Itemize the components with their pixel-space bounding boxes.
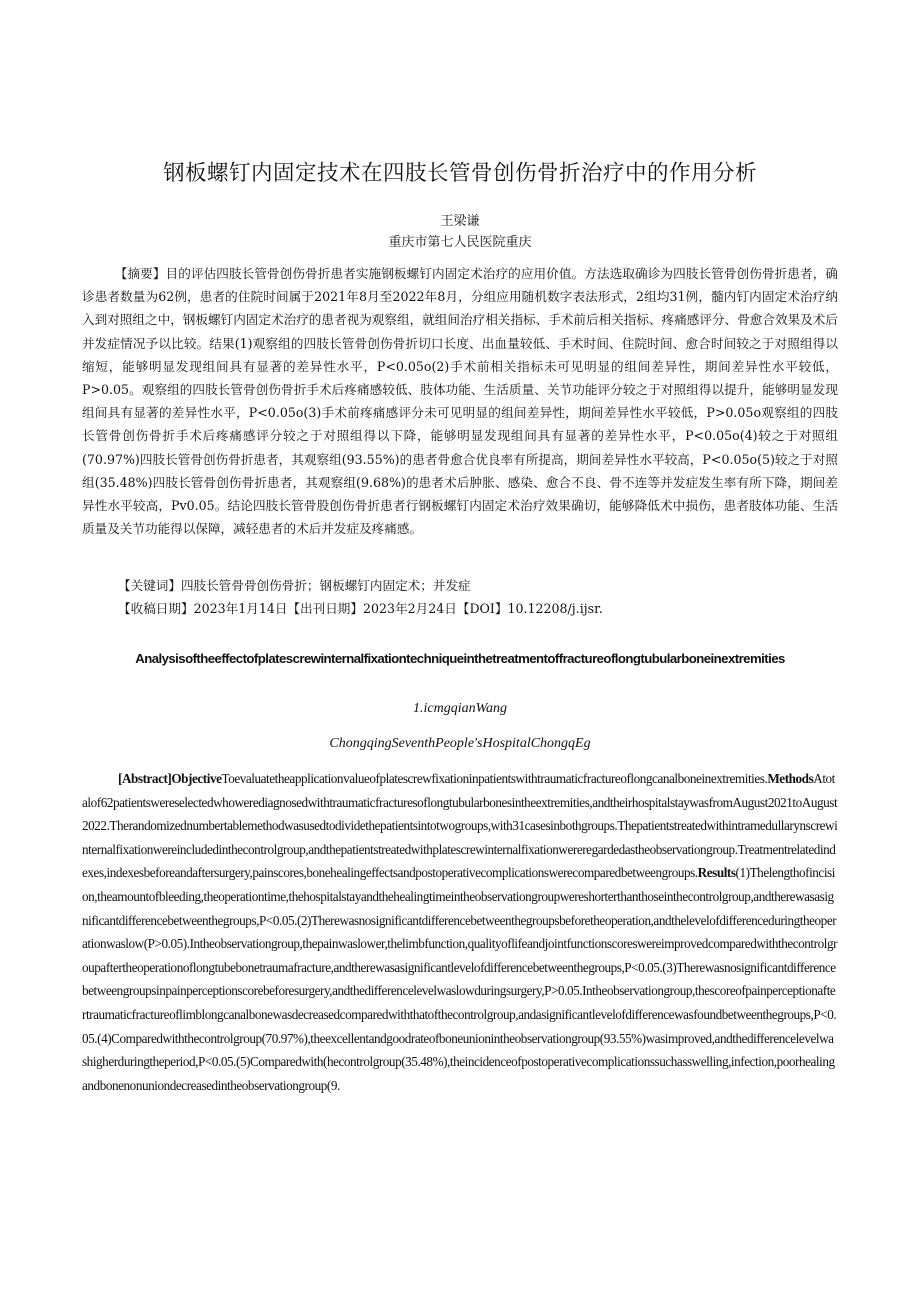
abstract-en: [82, 767, 838, 1097]
abstract-cn: 【摘要】目的评估四肢长管骨创伤骨折患者实施钢板螺钉内固定术治疗的应用价值。方法选取确诊为四肢长管骨创伤骨折患者，确诊患者数量为62例，患者的住院时间属于2021年8月至2022年8月，分组应用随机数字表法形式，2组均31例，髓内钉内固定术治疗纳入到对照组之中，钢板螺钉内固定术治疗的患者视为观察组，就组间治疗相关指标、手术前后相关指标、疼痛感评分、骨愈合效果及术后并发症情况予以比较。结果(1)观察组的四肢长管骨创伤骨折切口长度、出血量较低、手术时间、住院时间、愈合时间较之于对照组得以缩短，能够明显发现组间具有显著的差异性水平，P<0.05o(2)手术前相关指标未可见明显的组间差异性，期间差异性水平较低，P>0.05。观察组的四肢长管骨创伤骨折手术后疼痛感较低、肢体功能、生活质量、关节功能评分较之于对照组得以提升，能够明显发现组间具有显著的差异性水平，P<0.05o(3)手术前疼痛感评分未可见明显的组间差异性，期间差异性水平较低，P>0.05o观察组的四肢长管骨创伤骨折手术后疼痛感评分较之于对照组得以下降，能够明显发现组间具有显著的差异性水平，P<0.05o(4)较之于对照组(70.97%)四肢长管骨创伤骨折患者，其观察组(93.55%)的患者骨愈合优良率有所提高，期间差异性水平较高，P<0.05o(5)较之于对照组(35.48%)四肢长管骨创伤骨折患者，其观察组(9.68%)的患者术后肿胀、感染、愈合不良、骨不连等并发症发生率有所下降，期间差异性水平较高，Pv0.05。结论四肢长管骨股创伤骨折患者行钢板螺钉内固定术治疗效果确切，能够降低术中损伤，患者肢体功能、生活质量及关节功能得以保障，减轻患者的术后并发症及疼痛感。: [82, 266, 838, 537]
author-affiliation-en: ChongqingSeventhPeople'sHospitalChongqEg: [329, 736, 591, 751]
results-label: Results: [697, 865, 736, 881]
objective-text: Toevaluatetheapplicationvalueofplatescrewfixationinpatientswithtraumaticfractureoflongcanalboneinextremities.: [221, 771, 768, 786]
results-text: (1)Thelengthofincision,theamountofbleeding,theoperationtime,thehospitalstayandthehealingtimeintheobservationgroupwereshorterthanthoseinthecontrolgroup,andtherewasasignificantdifferencebetweenthegroups,P<0.05.(2)Therewasnosignificantdifferencebetweenthegroupsbeforetheoperation,andthelevelofdifferenceduringtheoperationwaslow(P>0.05).Intheobservationgroup,thepainwaslower,thelimbfunction,qualityoflifeandjointfunctionscoreswereimprovedcomparedwiththecontrolgroupaftertheoperationoflongtubebonetraumafracture,andtherewasasignificantlevelofdifferencebetweenthegroups,P<0.05.(3)Therewasnosignificantdifferencebetweengroupsinpainperceptionscorebeforesurgery,andthedifferencelevelwaslowduringsurgery,P>0.05.Intheobservationgroup,thescoreofpainperceptionaftertraumaticfractureoflimblongcanalbonewasdecreasedcomparedwiththatofthecontrolgroup,andasignificantlevelofdifferencewasfoundbetweenthegroups,P<0.05.(4)Comparedwiththecontrolgroup(70.97%),theexcellentandgoodrateofboneunionintheobservationgroup(93.55%)wasimproved,andthedifferencelevelwashigherduringtheperiod,P<0.05.(5)Comparedwith(hecontrolgroup(35.48%),theincidenceofpostoperativecomplicationssuchasswelling,infection,poorhealingandbonenonuniondecreasedintheobservationgroup(9.: [82, 865, 838, 1093]
keywords-cn: 【关键词】四肢长管骨骨创伤骨折；钢板螺钉内固定术；并发症: [118, 578, 471, 593]
abstract-en-label: [Abstract]: [118, 771, 172, 786]
author-name-cn: 王梁谦: [440, 214, 480, 229]
author-name-en: 1.icmgqianWang: [413, 701, 507, 716]
objective-label: Objective: [171, 771, 222, 786]
methods-text: Atotalof62patientswereselectedwhowerediagnosedwithtraumaticfracturesoflongtubularbonesintheextremities,andtheirhospitalstaywasfromAugust2021toAugust2022.Therandomizednumbertablemethodwasusedtodividethepatientsintotwogroups,with31casesinbothgroups.Thepatientstreatedwithintramedullarynscrewinternalfixationwereincludedinthecontrolgroup,andthepatientstreatedwithplatescrewinternalfixationwereregardedastheobservationgroup.Treatmentrelatedindexes,indexesbeforeandaftersurgery,painscores,bonehealingeffectsandpostoperativecomplicationswerecomparedbetweengroups.: [82, 771, 838, 881]
paper-title-cn: 钢板螺钉内固定技术在四肢长管骨创伤骨折治疗中的作用分析: [162, 161, 757, 186]
methods-label: Methods: [767, 771, 814, 786]
paper-title-en: Analysisoftheeffectofplatescrewinternalfixationtechniqueinthetreatmentoffractureoflongtubularboneinextremities: [135, 651, 785, 666]
author-affiliation-cn: 重庆市第七人民医院重庆: [388, 235, 532, 250]
publication-dates-cn: 【收稿日期】2023年1月14日【出刊日期】2023年2月24日【DOI】10.12208/j.ijsr.: [118, 601, 603, 616]
